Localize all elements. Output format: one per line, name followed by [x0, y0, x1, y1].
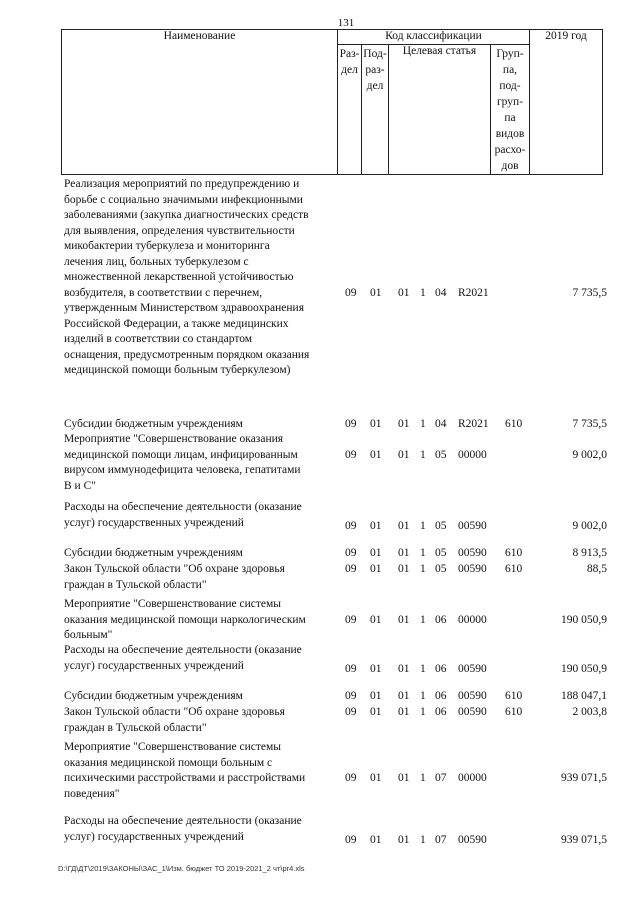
row-d: 00590 — [458, 690, 487, 702]
row-podr: 01 — [370, 706, 382, 718]
row-razd: 09 — [345, 418, 357, 430]
row-name-line: Закон Тульской области "Об охране здоровья — [64, 706, 285, 718]
row-grp: 610 — [505, 690, 523, 702]
row-razd: 09 — [345, 286, 357, 299]
row-name-line: Расходы на обеспечение деятельности (оказание — [64, 815, 302, 827]
row-c: 05 — [435, 547, 447, 559]
row-podr: 01 — [370, 286, 382, 299]
row-name — [64, 432, 344, 494]
row-b: 1 — [420, 662, 426, 675]
row-name-line: Российской Федерации, а также медицинских — [64, 317, 289, 330]
row-c: 07 — [435, 833, 447, 846]
row-d: 00000 — [458, 772, 487, 784]
row-name-line: Мероприятие "Совершенствование оказания — [64, 433, 284, 445]
header-podrazdel-line: дел — [366, 80, 384, 92]
row-razd: 09 — [345, 833, 357, 846]
row-grp: 610 — [505, 706, 523, 718]
page-number: 131 — [337, 17, 355, 29]
row-b: 1 — [420, 519, 426, 532]
header-name: Наименование — [62, 30, 338, 175]
row-podr: 01 — [370, 519, 382, 532]
row-name-line: услуг) государственных учреждений — [64, 830, 244, 843]
row-name-line: борьбе с социально значимыми инфекционными — [64, 193, 303, 206]
header-group-line: видов — [495, 128, 525, 140]
row-name — [64, 562, 344, 593]
row-b: 1 — [420, 286, 426, 299]
row-razd: 09 — [345, 690, 357, 702]
row-grp: 610 — [505, 563, 523, 575]
row-sum: 8 913,5 — [572, 547, 607, 559]
row-c: 06 — [435, 690, 447, 702]
row-razd: 09 — [345, 547, 357, 559]
row-podr: 01 — [370, 418, 382, 430]
header-group-line: груп- — [496, 96, 524, 108]
row-name-line: лечения лиц, больных туберкулезом с — [64, 255, 249, 268]
header-podrazdel-line: Под- — [363, 48, 387, 60]
row-d: 00000 — [458, 613, 487, 626]
row-a: 01 — [398, 448, 410, 461]
row-name-line: Реализация мероприятий по предупреждению и — [64, 178, 300, 190]
row-d: 00590 — [458, 519, 487, 532]
row-c: 06 — [435, 662, 447, 675]
row-sum: 939 071,5 — [561, 772, 607, 784]
row-name-line: медицинской помощи больным туберкулезом) — [64, 364, 291, 376]
row-name-line: оказания медицинской помощи больным с — [64, 756, 273, 769]
row-b: 1 — [420, 547, 426, 559]
row-name — [64, 417, 344, 433]
row-name-line: Расходы на обеспечение деятельности (оказание — [64, 644, 302, 656]
row-a: 01 — [398, 662, 410, 675]
row-a: 01 — [398, 690, 410, 702]
row-name — [64, 740, 344, 802]
row-name-line: больным" — [64, 629, 113, 641]
row-podr: 01 — [370, 690, 382, 702]
row-name-line: заболеваниями (закупка диагностических средств — [64, 209, 309, 221]
row-razd: 09 — [345, 613, 357, 626]
row-sum: 88,5 — [586, 563, 607, 575]
row-name-line: оснащения, предусмотренным порядком оказания — [64, 348, 310, 361]
row-c: 05 — [435, 563, 447, 575]
row-name — [64, 689, 344, 705]
row-a: 01 — [398, 547, 410, 559]
row-sum: 939 071,5 — [561, 833, 607, 846]
row-razd: 09 — [345, 519, 357, 532]
row-name-line: граждан в Тульской области" — [64, 721, 207, 734]
row-a: 01 — [398, 563, 410, 575]
row-d: 00590 — [458, 547, 487, 559]
row-name-line: Субсидии бюджетным учреждениям — [64, 418, 243, 430]
row-name-line: микобактерии туберкулеза и мониторинга — [64, 240, 270, 252]
row-d: 00590 — [458, 833, 487, 846]
row-name-line: Закон Тульской области "Об охране здоровья — [64, 563, 285, 575]
header-target: Целевая статья — [389, 45, 491, 175]
row-podr: 01 — [370, 613, 382, 626]
header-razdel-line: Раз- — [339, 48, 360, 60]
row-razd: 09 — [345, 563, 357, 575]
header-code-group: Код классификации — [338, 30, 530, 45]
header-razdel-line: дел — [341, 64, 358, 76]
row-sum: 190 050,9 — [561, 613, 607, 626]
row-a: 01 — [398, 286, 410, 299]
row-sum: 7 735,5 — [572, 286, 607, 299]
row-podr: 01 — [370, 563, 382, 575]
row-razd: 09 — [345, 772, 357, 784]
row-c: 07 — [435, 772, 447, 784]
row-name-line: Субсидии бюджетным учреждениям — [64, 547, 243, 559]
row-name-line: Мероприятие "Совершенствование системы — [64, 741, 282, 753]
row-name — [64, 546, 344, 562]
row-d: R2021 — [458, 418, 489, 430]
header-year: 2019 год — [530, 30, 603, 175]
row-name-line: Мероприятие "Совершенствование системы — [64, 598, 282, 610]
row-podr: 01 — [370, 772, 382, 784]
row-sum: 7 735,5 — [572, 418, 607, 430]
row-b: 1 — [420, 706, 426, 718]
header-group-line: дов — [501, 160, 519, 172]
row-d: R2021 — [458, 286, 489, 299]
row-a: 01 — [398, 772, 410, 784]
row-name-line: изделий в соответствии со стандартом — [64, 333, 253, 345]
row-sum: 2 003,8 — [572, 706, 607, 718]
row-a: 01 — [398, 613, 410, 626]
row-name-line: вирусом иммунодефицита человека, гепатитами — [64, 464, 301, 476]
row-name-line: психическими расстройствами и расстройствами — [64, 772, 306, 784]
row-c: 05 — [435, 519, 447, 532]
row-podr: 01 — [370, 547, 382, 559]
header-group-line: расхо- — [494, 144, 526, 156]
header-podrazdel-line: раз- — [365, 64, 385, 76]
row-a: 01 — [398, 833, 410, 846]
row-name — [64, 500, 344, 531]
row-sum: 188 047,1 — [561, 690, 607, 702]
row-b: 1 — [420, 690, 426, 702]
row-c: 06 — [435, 706, 447, 718]
row-c: 04 — [435, 286, 447, 299]
row-grp: 610 — [505, 418, 523, 430]
row-name — [64, 705, 344, 736]
row-name — [64, 643, 344, 674]
row-podr: 01 — [370, 833, 382, 846]
header-group-line: под- — [499, 80, 521, 92]
row-name-line: возбудителя, в соответствии с перечнем, — [64, 286, 263, 299]
row-razd: 09 — [345, 448, 357, 461]
row-name-line: Расходы на обеспечение деятельности (оказание — [64, 501, 302, 513]
row-sum: 9 002,0 — [572, 519, 607, 532]
row-razd: 09 — [345, 662, 357, 675]
row-d: 00590 — [458, 662, 487, 675]
row-b: 1 — [420, 613, 426, 626]
row-d: 00000 — [458, 448, 487, 461]
row-c: 04 — [435, 418, 447, 430]
row-podr: 01 — [370, 662, 382, 675]
row-b: 1 — [420, 563, 426, 575]
row-name — [64, 597, 344, 644]
row-name-line: услуг) государственных учреждений — [64, 659, 244, 672]
row-a: 01 — [398, 418, 410, 430]
row-d: 00590 — [458, 706, 487, 718]
row-name-line: граждан в Тульской области" — [64, 578, 207, 591]
row-name — [64, 814, 344, 845]
row-sum: 9 002,0 — [572, 448, 607, 461]
row-name-line: для выявления, определения чувствительности — [64, 224, 295, 237]
header-group-line: па — [504, 112, 516, 124]
row-name-line: оказания медицинской помощи наркологическим — [64, 613, 306, 626]
row-name-line: утвержденным Министерством здравоохранения — [64, 302, 304, 314]
row-name-line: медицинской помощи лицам, инфицированным — [64, 448, 298, 461]
row-c: 05 — [435, 448, 447, 461]
row-grp: 610 — [505, 547, 523, 559]
row-name-line: В и С" — [64, 479, 96, 492]
row-name-line: множественной лекарственной устойчивостью — [64, 271, 294, 283]
row-b: 1 — [420, 448, 426, 461]
row-d: 00590 — [458, 563, 487, 575]
row-razd: 09 — [345, 706, 357, 718]
row-c: 06 — [435, 613, 447, 626]
header-group-line: па, — [502, 64, 518, 76]
row-name-line: поведения" — [64, 787, 120, 800]
row-name — [64, 177, 344, 379]
row-a: 01 — [398, 519, 410, 532]
row-a: 01 — [398, 706, 410, 718]
header-group-line: Груп- — [496, 48, 524, 60]
row-podr: 01 — [370, 448, 382, 461]
file-path-footer: D:\ГД\ДТ\2019\ЗАКОНЫ\ЗАС_1\Изм. бюджет ТО 2019-2021_2 чт\pr4.xls — [58, 864, 305, 873]
row-b: 1 — [420, 833, 426, 846]
row-name-line: Субсидии бюджетным учреждениям — [64, 690, 243, 702]
row-sum: 190 050,9 — [561, 662, 607, 675]
row-name-line: услуг) государственных учреждений — [64, 516, 244, 529]
row-b: 1 — [420, 772, 426, 784]
row-b: 1 — [420, 418, 426, 430]
